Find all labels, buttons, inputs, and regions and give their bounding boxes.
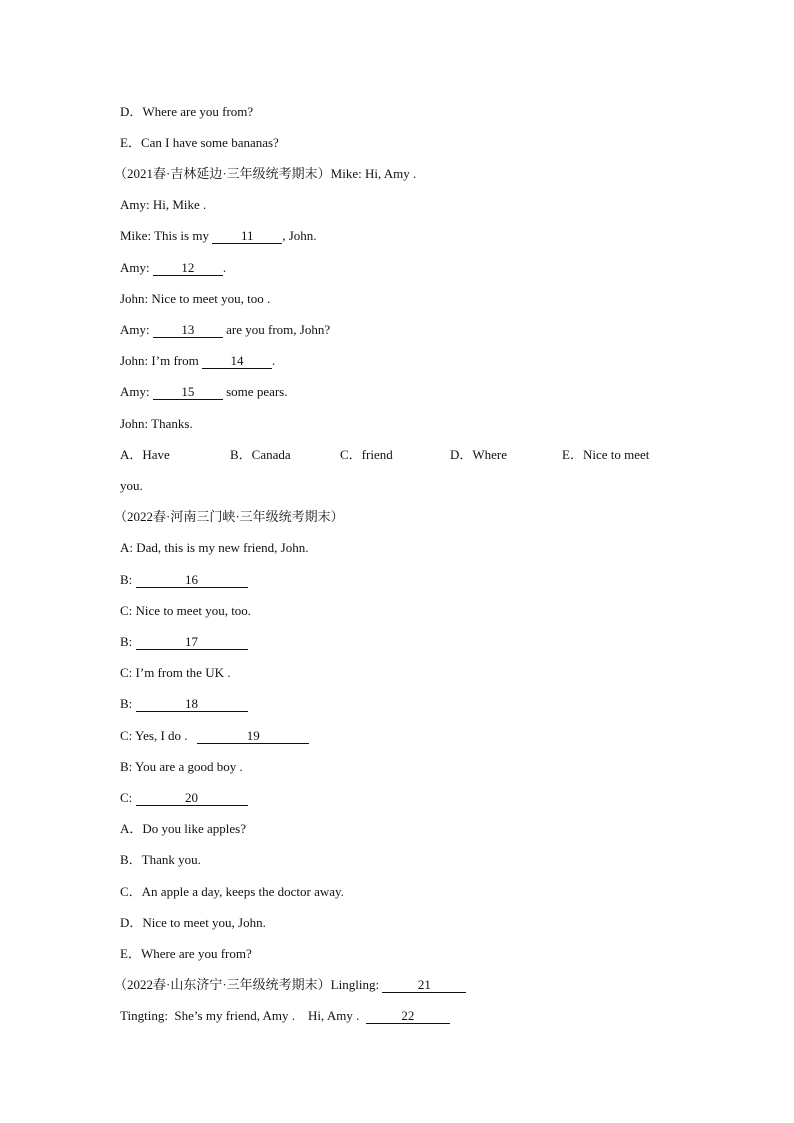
source-note: （2021春·吉林延边·三年级统考期末） xyxy=(114,166,331,181)
answer-blank-17[interactable]: 17 xyxy=(136,634,248,650)
dialogue-line: B: 17 xyxy=(120,633,248,651)
answer-blank-21[interactable]: 21 xyxy=(382,977,466,993)
dialogue-line: John: I’m from 14 . xyxy=(120,353,276,368)
answer-blank-13[interactable]: 13 xyxy=(153,322,223,338)
answer-blank-12[interactable]: 12 xyxy=(153,260,223,276)
option-b: B．Canada xyxy=(230,447,291,462)
dialogue-line: C: Yes, I do . 19 xyxy=(120,727,309,745)
option-d: D．Where are you from? xyxy=(120,104,254,119)
dialogue-line: B: 16 xyxy=(120,571,248,589)
dialogue-line: （2022春·山东济宁·三年级统考期末）Lingling: 21 xyxy=(114,976,466,994)
option-c: C．An apple a day, keeps the doctor away. xyxy=(120,884,344,899)
answer-blank-16[interactable]: 16 xyxy=(136,572,248,588)
dialogue-line: John: Thanks. xyxy=(120,416,193,431)
dialogue-line: A: Dad, this is my new friend, John. xyxy=(120,540,309,555)
option-d: D．Nice to meet you, John. xyxy=(120,915,266,930)
dialogue-line: Amy: 13 are you from, John? xyxy=(120,322,331,337)
dialogue-line: B: You are a good boy . xyxy=(120,759,243,774)
source-note: （2022春·山东济宁·三年级统考期末） xyxy=(114,977,331,992)
dialogue-line: （2021春·吉林延边·三年级统考期末）Mike: Hi, Amy . xyxy=(114,166,417,181)
option-a: A．Do you like apples? xyxy=(120,821,247,836)
dialogue-line: John: Nice to meet you, too . xyxy=(120,291,271,306)
dialogue-line: Amy: Hi, Mike . xyxy=(120,197,207,212)
answer-blank-20[interactable]: 20 xyxy=(136,790,248,806)
dialogue-line: B: 18 xyxy=(120,695,248,713)
option-b: B．Thank you. xyxy=(120,852,201,867)
answer-blank-19[interactable]: 19 xyxy=(197,728,309,744)
dialogue-line: C: 20 xyxy=(120,789,248,807)
source-note: （2022春·河南三门峡·三年级统考期末） xyxy=(114,509,344,524)
option-e: E．Nice to meet xyxy=(562,447,650,462)
answer-blank-15[interactable]: 15 xyxy=(153,384,223,400)
option-c: C．friend xyxy=(340,447,393,462)
dialogue-line: Amy: 12 . xyxy=(120,260,227,275)
option-e: E．Where are you from? xyxy=(120,946,252,961)
option-e-continued: you. xyxy=(120,478,143,493)
dialogue-line: C: Nice to meet you, too. xyxy=(120,603,252,618)
option-d: D．Where xyxy=(450,447,508,462)
dialogue-line: Tingting: She’s my friend, Amy . Hi, Amy . 22 xyxy=(120,1007,450,1025)
answer-blank-14[interactable]: 14 xyxy=(202,353,272,369)
dialogue-line: Mike: This is my 11 , John. xyxy=(120,228,317,243)
dialogue-line: Amy: 15 some pears. xyxy=(120,384,288,399)
answer-blank-22[interactable]: 22 xyxy=(366,1008,450,1024)
option-e: E．Can I have some bananas? xyxy=(120,135,279,150)
answer-blank-11[interactable]: 11 xyxy=(212,228,282,244)
dialogue-line: C: I’m from the UK . xyxy=(120,665,231,680)
option-a: A．Have xyxy=(120,447,170,462)
answer-blank-18[interactable]: 18 xyxy=(136,696,248,712)
